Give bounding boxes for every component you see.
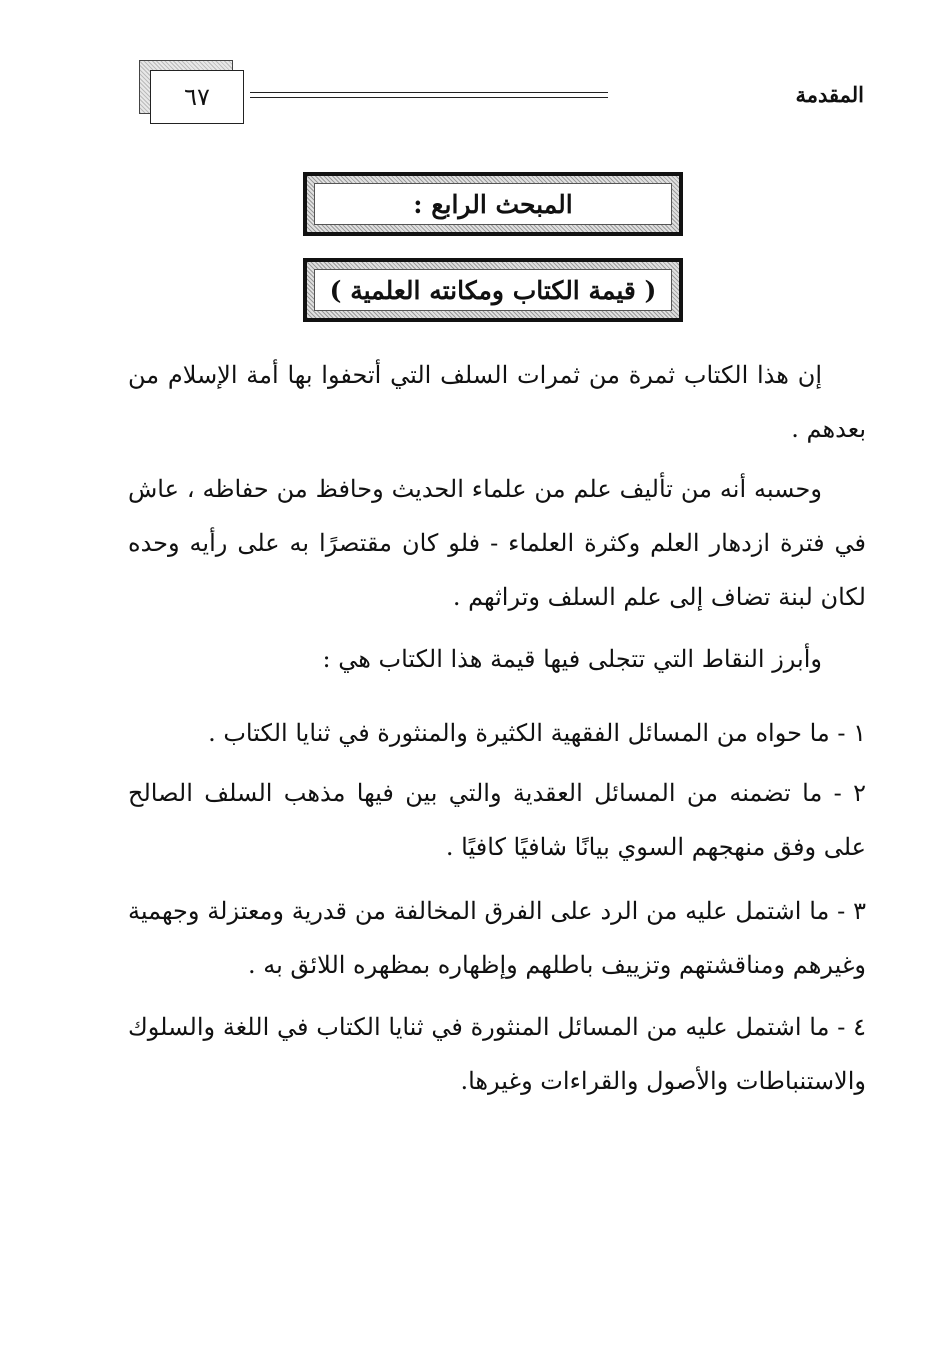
list-item-4: ٤ - ما اشتمل عليه من المسائل المنثورة في ثنايا الكتاب في اللغة والسلوك والاستنباطات والأصول والقراءات وغيرها.: [128, 1013, 866, 1095]
list-item-3: ٣ - ما اشتمل عليه من الرد على الفرق المخالفة من قدرية ومعتزلة وجهمية وغيرهم ومناقشتهم وتزييف باطلهم وإظهاره بمظهره اللائق به .: [128, 897, 866, 979]
page-number-box: [150, 70, 244, 124]
section-label-box: [303, 172, 683, 236]
paragraph-author: وحسبه أنه من تأليف علم من علماء الحديث وحافظ من حفاظه ، عاش في فترة ازدهار العلم وكثرة العلماء - فلو كان مقتصرًا به على رأيه وحده لكان لبنة تضاف إلى علم السلف وتراثهم .: [128, 475, 866, 611]
section-title: ( قيمة الكتاب ومكانته العلمية ): [314, 269, 672, 311]
page-number: ٦٧: [184, 83, 210, 111]
running-header-title: المقدمة: [795, 82, 864, 107]
paragraph-intro: إن هذا الكتاب ثمرة من ثمرات السلف التي أتحفوا بها أمة الإسلام من بعدهم .: [128, 361, 866, 443]
header-rule: [250, 92, 608, 98]
section-title-box: [303, 258, 683, 322]
paragraph-points-intro: وأبرز النقاط التي تتجلى فيها قيمة هذا الكتاب هي :: [322, 645, 822, 673]
list-item-2: ٢ - ما تضمنه من المسائل العقدية والتي بين فيها مذهب السلف الصالح على وفق منهجهم السوي بيانًا شافيًا كافيًا .: [128, 779, 866, 861]
list-item-1: ١ - ما حواه من المسائل الفقهية الكثيرة والمنثورة في ثنايا الكتاب .: [208, 719, 866, 747]
section-label: المبحث الرابع :: [314, 183, 672, 225]
